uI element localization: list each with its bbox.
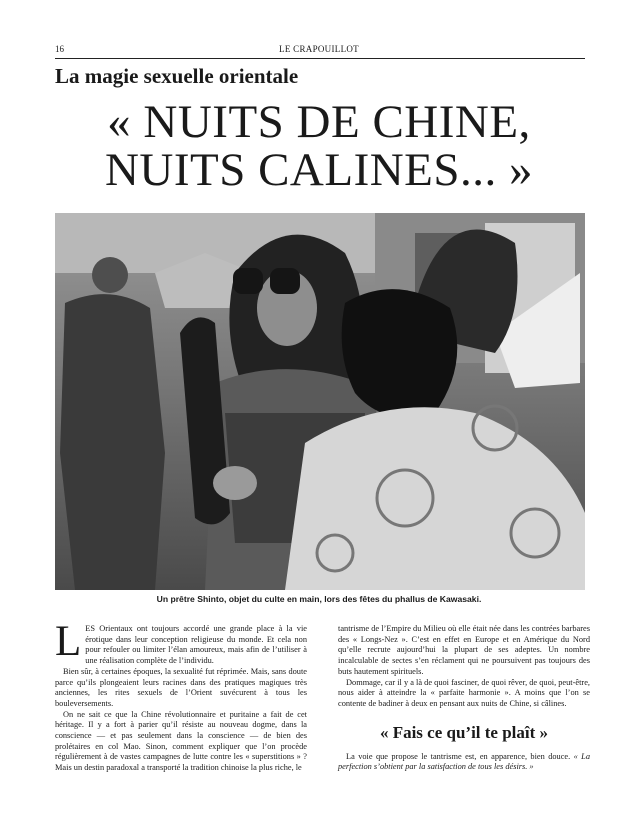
- photo-caption: Un prêtre Shinto, objet du culte en main, lors des fêtes du phallus de Kawasaki.: [156, 594, 482, 604]
- headline-line-2: NUITS CALINES... »: [104, 144, 534, 196]
- paragraph: [338, 752, 590, 773]
- section-subheading: « Fais ce qu’il te plaît »: [379, 722, 549, 742]
- paragraph-text: ES Orientaux ont toujours accordé une grande place à la vie érotique dans leur conception religieuse du monde. Et cela non pour refouler ou limiter l’élan amoureux, mais afin de l’utiliser à une réalisation complète de l’individu.: [85, 624, 307, 666]
- paragraph: Dommage, car il y a là de quoi fasciner, de quoi rêver, de quoi, peut-être, nous aider à atteindre la « parfaite harmonie ». A moins que l’on se contente de badiner à deux en pensant aux nuits de Chine, si câlines.: [338, 677, 590, 708]
- paragraph: tantrisme de l’Empire du Milieu où elle était née dans les contrées barbares des « Longs-Nez ». C’est en effet en Europe et en Amérique du Nord qu’elle recrute aujourd’hui la plupart de ses adeptes. Un nombre incalculable de sectes s’en réclament qui ne poursuivent pas toujours des buts hautement spirituels.: [338, 624, 590, 676]
- paragraph: Bien sûr, à certaines époques, la sexualité fut réprimée. Mais, sans doute parce qu’ils plongeaient leurs racines dans des pratiques magiques très anciennes, les rites sexuels de l’Orient suvécurent à tous les bouleversements.: [55, 666, 307, 708]
- headline-line-1: « NUITS DE CHINE,: [107, 96, 531, 148]
- article-kicker: La magie sexuelle orientale: [55, 64, 299, 88]
- photo-illustration: [55, 213, 585, 590]
- drop-cap: L: [55, 618, 82, 665]
- paragraph-text: La voie que propose le tantrisme est, en apparence, bien douce.: [346, 751, 574, 761]
- body-column-right: [338, 624, 590, 773]
- page-number: 16: [55, 44, 64, 54]
- quote-text: « La perfection s’obtient par la satisfaction de tous les désirs. »: [338, 751, 590, 772]
- header-rule: [55, 58, 585, 59]
- article-headline: [0, 98, 638, 194]
- paragraph: [55, 618, 307, 667]
- article-photo: [55, 213, 585, 590]
- running-head: LE CRAPOUILLOT: [279, 44, 359, 54]
- paragraph: On ne sait ce que la Chine révolutionnaire et puritaine a fait de cet héritage. Il y a fort à parier qu’il résiste au nouveau dogme, dans la conscience — et pas seulement dans la conscience — de bien des prolétaires en col Mao. Sinon, comment expliquer que l’on procède régulièrement à de vastes campagnes de lutte contre les « superstitions » ? Mais un destin paradoxal a transporté la tradition chinoise la plus riche, le: [55, 709, 307, 773]
- body-column-left: [55, 618, 307, 774]
